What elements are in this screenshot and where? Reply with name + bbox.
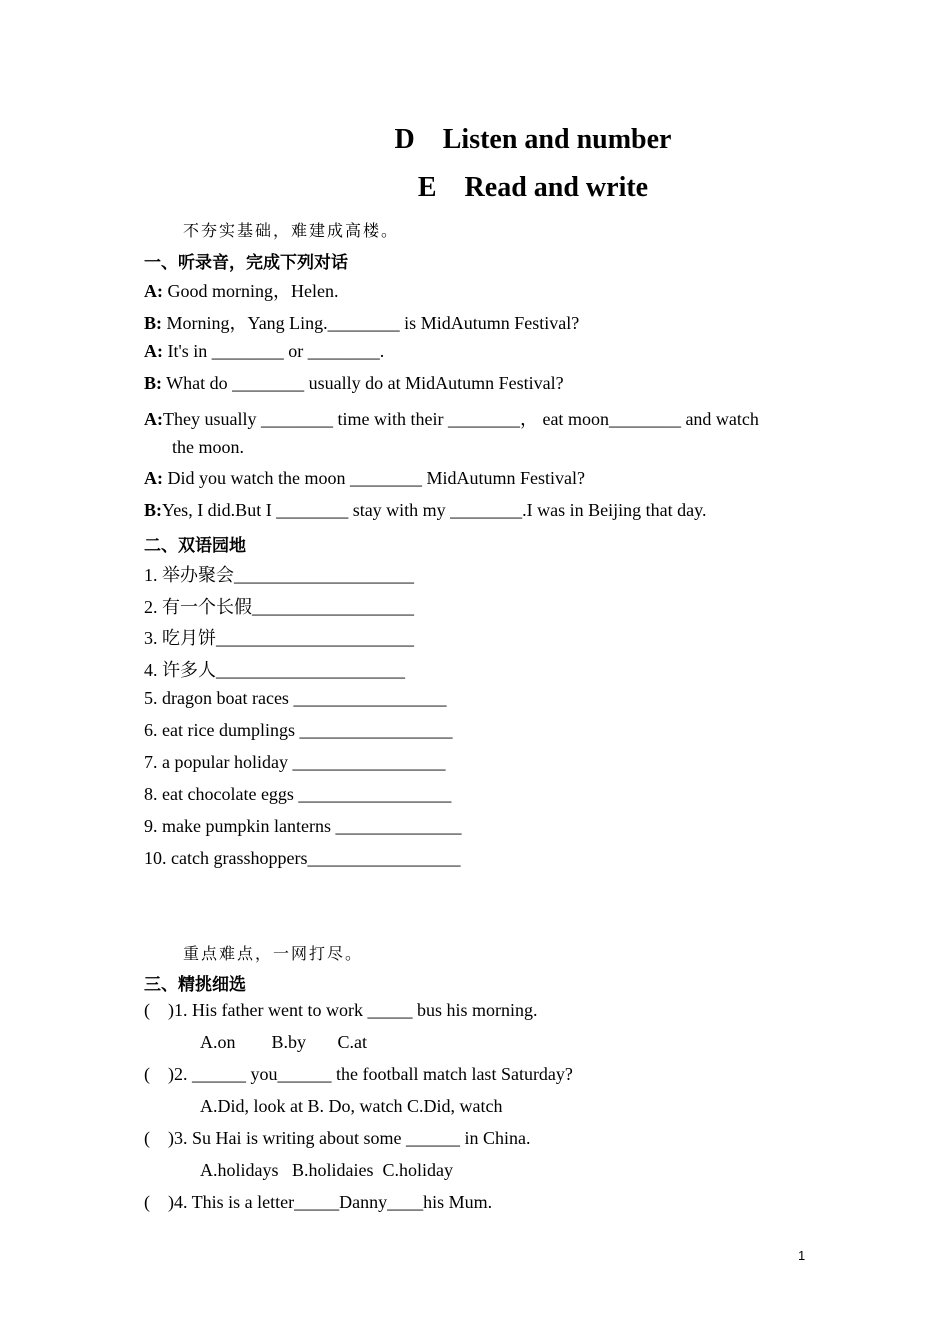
translation-item: 1. 举办聚会____________________ <box>144 565 414 585</box>
section2-heading: 二、双语园地 <box>144 536 246 556</box>
dialogue-line: B: What do ________ usually do at MidAutumn Festival? <box>144 373 564 393</box>
question-options: A.holidays B.holidaies C.holiday <box>200 1160 453 1180</box>
translation-item: 5. dragon boat races _________________ <box>144 688 447 708</box>
translation-item: 10. catch grasshoppers_________________ <box>144 848 461 868</box>
motto-key-points: 重点难点，一网打尽。 <box>183 944 364 963</box>
question-options: A.Did, look at B. Do, watch C.Did, watch <box>200 1096 503 1116</box>
translation-item: 2. 有一个长假__________________ <box>144 597 414 617</box>
dialogue-line: A: It's in ________ or ________. <box>144 341 385 361</box>
translation-item: 8. eat chocolate eggs _________________ <box>144 784 452 804</box>
question: ( )3. Su Hai is writing about some ______ in China. <box>144 1128 531 1148</box>
dialogue-line: B:Yes, I did.But I ________ stay with my ________.I was in Beijing that day. <box>144 500 707 520</box>
dialogue-line: A: Did you watch the moon ________ MidAutumn Festival? <box>144 468 585 488</box>
translation-item: 6. eat rice dumplings _________________ <box>144 720 453 740</box>
translation-item: 3. 吃月饼______________________ <box>144 628 414 648</box>
translation-item: 7. a popular holiday _________________ <box>144 752 446 772</box>
title-listen-and-number: D Listen and number <box>394 124 672 155</box>
translation-item: 4. 许多人_____________________ <box>144 660 405 680</box>
translation-item: 9. make pumpkin lanterns ______________ <box>144 816 462 836</box>
dialogue-line: A: Good morning，Helen. <box>144 281 339 301</box>
dialogue-line: B: Morning，Yang Ling.________ is MidAutumn Festival? <box>144 313 580 333</box>
question: ( )4. This is a letter_____Danny____his Mum. <box>144 1192 493 1212</box>
section1-heading: 一、听录音，完成下列对话 <box>144 253 348 273</box>
question-options: A.on B.by C.at <box>200 1032 368 1052</box>
question: ( )1. His father went to work _____ bus his morning. <box>144 1000 538 1020</box>
motto-foundation: 不夯实基础，难建成高楼。 <box>183 221 400 240</box>
dialogue-line-continuation: the moon. <box>172 437 244 457</box>
title-read-and-write: E Read and write <box>417 172 649 203</box>
page-number: 1 <box>798 1248 806 1263</box>
question: ( )2. ______ you______ the football match last Saturday? <box>144 1064 573 1084</box>
dialogue-line: A:They usually ________ time with their ________， eat moon________ and watch <box>144 409 759 429</box>
section3-heading: 三、精挑细选 <box>144 975 246 995</box>
